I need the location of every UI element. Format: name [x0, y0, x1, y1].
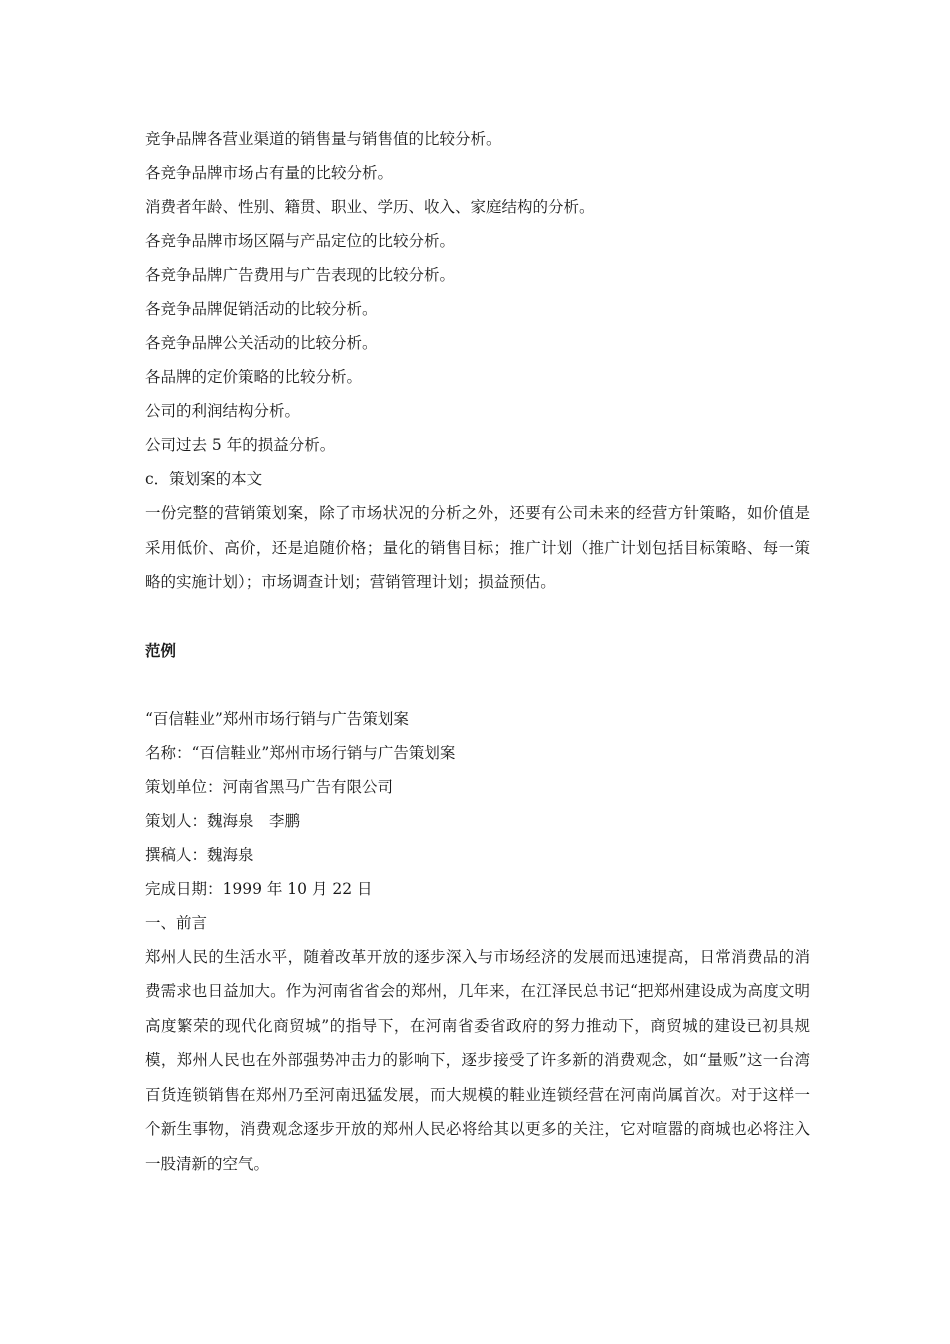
list-item: 各竞争品牌广告费用与广告表现的比较分析。	[145, 266, 456, 284]
example-doc-title: “百信鞋业”郑州市场行销与广告策划案	[145, 709, 409, 728]
preface-title: 一、前言	[145, 913, 208, 932]
example-date-line: 完成日期：1999 年 10 月 22 日	[145, 879, 373, 898]
list-item: 消费者年龄、性别、籍贯、职业、学历、收入、家庭结构的分析。	[145, 198, 595, 216]
list-item: 公司的利润结构分析。	[145, 402, 301, 420]
list-item: 公司过去 5 年的损益分析。	[145, 436, 336, 454]
example-unit-line: 策划单位：河南省黑马广告有限公司	[145, 777, 394, 796]
example-writer-line: 撰稿人：魏海泉	[145, 845, 254, 864]
list-item: 竞争品牌各营业渠道的销售量与销售值的比较分析。	[145, 130, 502, 148]
section-c-body: 一份完整的营销策划案，除了市场状况的分析之外，还要有公司未来的经营方针策略，如价值是采用低价、高价，还是追随价格；量化的销售目标；推广计划（推广计划包括目标策略、每一策略的实施计划）；市场调查计划；营销管理计划；损益预估。	[145, 504, 810, 591]
example-name-line: 名称：“百信鞋业”郑州市场行销与广告策划案	[145, 743, 456, 762]
preface-body: 郑州人民的生活水平，随着改革开放的逐步深入与市场经济的发展而迅速提高，日常消费品的消费需求也日益加大。作为河南省省会的郑州，几年来，在江泽民总书记“把郑州建设成为高度文明高度繁荣的现代化商贸城”的指导下，在河南省委省政府的努力推动下，商贸城的建设已初具规模，郑州人民也在外部强势冲击力的影响下，逐步接受了许多新的消费观念，如“量贩”这一台湾百货连锁销售在郑州乃至河南迅猛发展，而大规模的鞋业连锁经营在河南尚属首次。对于这样一个新生事物，消费观念逐步开放的郑州人民必将给其以更多的关注，它对喧嚣的商城也必将注入一股清新的空气。	[145, 947, 810, 1173]
list-item: 各竞争品牌市场区隔与产品定位的比较分析。	[145, 232, 456, 250]
example-planner-line: 策划人：魏海泉 李鹏	[145, 811, 301, 830]
analysis-list	[145, 122, 810, 462]
section-c-title: c．策划案的本文	[145, 470, 263, 488]
list-item: 各竞争品牌公关活动的比较分析。	[145, 334, 378, 352]
document-page	[145, 122, 810, 1181]
example-heading: 范例	[145, 641, 177, 660]
list-item: 各竞争品牌市场占有量的比较分析。	[145, 164, 394, 182]
list-item: 各品牌的定价策略的比较分析。	[145, 368, 363, 386]
list-item: 各竞争品牌促销活动的比较分析。	[145, 300, 378, 318]
